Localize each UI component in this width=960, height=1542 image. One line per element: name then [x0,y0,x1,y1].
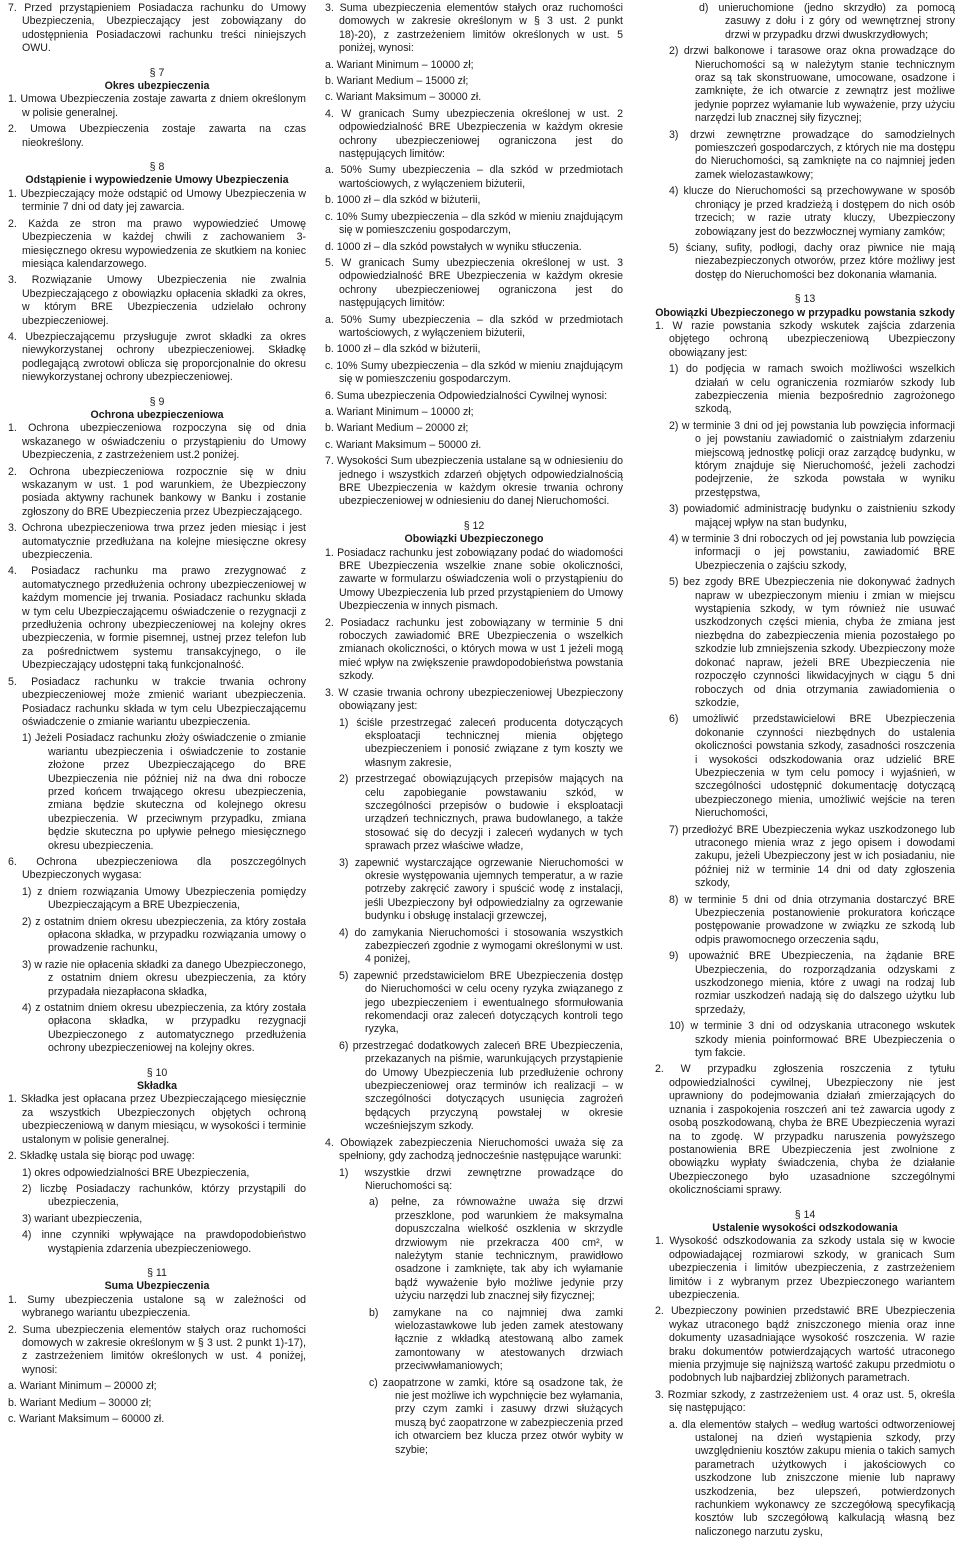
list-item: a. 50% Sumy ubezpieczenia – dla szkód w przedmiotach wartościowych, z wyłączeniem biżuterii, [325,313,623,339]
column-2 [325,2,623,1460]
list-item: a) pełne, za równoważne uważa się drzwi przeszklone, pod warunkiem że maksymalna dopuszczalna wielkość oszklenia w skrzydle drzwiowym nie przekracza 400 cm², w należytym stanie technicznym, prawidłowo osadzone i zamknięte, tak aby ich wyłamanie bądź wyważenie było możliwe jedynie przy użyciu narzędzi lub znacznej siły fizycznej; [369,1196,623,1303]
list-item: 6) przestrzegać dodatkowych zaleceń BRE Ubezpieczenia, przekazanych na piśmie, warunkujących przystąpienie do Umowy Ubezpieczenia lub przedłużenie ochrony ubezpieczeniowej oraz terminów ich realizacji – w szczególności dotyczących usunięcia zagrożeń będących przyczyną powstałej w okresie wcześniejszym szkody. [339,1039,623,1133]
paragraph: 1. Ochrona ubezpieczeniowa rozpoczyna się od dnia wskazanego w oświadczeniu o przystąpieniu do Umowy Ubezpieczenia, z zastrzeżeniem ust.2 poniżej. [8,422,306,462]
paragraph: 3. Rozwiązanie Umowy Ubezpieczenia nie zwalnia Ubezpieczającego z obowiązku opłacenia składki za okres, w którym BRE Ubezpieczenia udzielało ochrony ubezpieczeniowej. [8,274,306,327]
list-item: c. 10% Sumy ubezpieczenia – dla szkód w mieniu znajdującym się w pomieszczeniu gospodarczym. [325,359,623,386]
list-item: 1) Jeżeli Posiadacz rachunku złoży oświadczenie o zmianie wariantu ubezpieczenia i oświadczenie to zostanie złożone przez Ubezpieczającego do BRE Ubezpieczenia nie później niż na dwa dni robocze przed końcem trwającego okresu ubezpieczenia, zmiana będzie skuteczna od kolejnego okresu ubezpieczenia. W przeciwnym przypadku, zmiana będzie skuteczna po upływie pełnego miesięcznego okresu ubezpieczenia. [22,732,306,852]
list-item: a. Wariant Minimum – 10000 zł; [325,58,474,71]
section-heading-7: § 7 Okres ubezpieczenia [104,66,210,93]
paragraph: 5. Posiadacz rachunku w trakcie trwania ochrony ubezpieczeniowej może zmienić wariant ubezpieczenia. Posiadacz rachunku składa w tym celu Ubezpieczającemu oświadczenie o zmianie wariantu ubezpieczenia. [8,675,306,728]
list-item: 10) w terminie 3 dni od odzyskania utraconego wskutek szkody mienia poinformować BRE Ubezpieczenia o tym fakcie. [669,1020,955,1060]
section-heading-12: § 12 Obowiązki Ubezpieczonego [404,519,544,546]
list-item: c. 10% Sumy ubezpieczenia – dla szkód w mieniu znajdującym się w pomieszczeniu gospodarczym, [325,210,623,237]
list-item: 4) inne czynniki wpływające na prawdopodobieństwo wystąpienia zdarzenia ubezpieczeniowego. [22,1229,306,1255]
section-heading-10: § 10 Składka [136,1066,178,1093]
list-item: 9) upoważnić BRE Ubezpieczenia, na żądanie BRE Ubezpieczenia, do rozporządzania odzyskami z uszkodzonego mienia, które z uwagi na rodzaj lub rozmiar uszkodzeń nadają się do dalszego użytku lub sprzedaży, [669,950,955,1016]
paragraph: 6. Suma ubezpieczenia Odpowiedzialności Cywilnej wynosi: [325,389,608,402]
list-item: c. Wariant Maksimum – 30000 zł. [325,91,482,104]
section-heading-8: § 8 Odstąpienie i wypowiedzenie Umowy Ubezpieczenia [25,161,289,187]
list-item: 5) ściany, sufity, podłogi, dachy oraz piwnice nie mają niezabezpieczonych otworów, przez które możliwy jest dostęp do Nieruchomości bez dokonania włamania. [669,241,955,281]
list-item: 4) do zamykania Nieruchomości i stosowania wszystkich zabezpieczeń zgodnie z wymogami określonymi w ust. 4 poniżej, [339,926,623,966]
list-item: b. Wariant Medium – 15000 zł; [325,75,469,88]
list-item: b. Wariant Medium – 30000 zł; [8,1396,152,1409]
paragraph: 2. Suma ubezpieczenia elementów stałych oraz ruchomości domowych w zakresie określonym w § 3 ust. 2 punkt 1)-17), z zastrzeżeniem limitów określonych w ust. 4 poniżej, wynosi: [8,1323,306,1376]
list-item: 4) z ostatnim dniem okresu ubezpieczenia, za który została opłacona składka, w przypadku rezygnacji Ubezpieczonego z automatycznego przedłużenia ochrony ubezpieczeniowej na kolejny okres. [22,1002,306,1055]
paragraph: 2. Posiadacz rachunku jest zobowiązany w terminie 5 dni roboczych zawiadomić BRE Ubezpieczenia o wszelkich zmianach okoliczności, o których mowa w ust 1 jeżeli mogą mieć wpływ na zwiększenie prawdopodobieństwa powstania szkody. [325,616,623,683]
paragraph: 7. Przed przystąpieniem Posiadacza rachunku do Umowy Ubezpieczenia, Ubezpieczający jest zobowiązany do udostępnienia Posiadaczowi rachunku treści niniejszych OWU. [8,2,306,55]
section-heading-9: § 9 Ochrona ubezpieczeniowa [90,395,224,421]
list-item: 1) okres odpowiedzialności BRE Ubezpieczenia, [22,1166,250,1179]
paragraph: 1. Sumy ubezpieczenia ustalone są w zależności od wybranego wariantu ubezpieczenia. [8,1293,306,1320]
list-item: 1) wszystkie drzwi zewnętrzne prowadzące do Nieruchomości są: [339,1166,623,1192]
list-item: 3) powiadomić administrację budynku o zaistnieniu szkody mającej wpływ na stan budynku, [669,503,955,529]
paragraph: 1. Wysokość odszkodowania za szkody ustala się w kwocie odpowiadającej rozmiarowi szkody, w granicach Sum ubezpieczenia i limitów ubezpieczenia, z zastrzeżeniem limitów i z wybranym przez Ubezpieczonego wariantem ubezpieczenia. [655,1235,955,1301]
paragraph: 1. Posiadacz rachunku jest zobowiązany podać do wiadomości BRE Ubezpieczenia wszelkie znane sobie okoliczności, zawarte w formularzu oświadczenia woli o przystąpieniu do Umowy Ubezpieczenia lub przed przystąpieniem do Umowy Ubezpieczenia w innych pismach. [325,546,623,613]
paragraph: 2. Ubezpieczony powinien przedstawić BRE Ubezpieczenia wykaz utraconego bądź zniszczonego mienia oraz inne dokumenty uzasadniające wysokość roszczenia. W razie braku dokumentów potwierdzających wartość utraconego mienia przyjmuje się najniższą wartość zakupu przedmiotu o podobnych lub najbardziej zbliżonych parametrach. [655,1305,955,1385]
section-heading-13: § 13 Obowiązki Ubezpieczonego w przypadku powstania szkody [655,293,955,319]
paragraph: 1. Ubezpieczający może odstąpić od Umowy Ubezpieczenia w terminie 7 dni od daty jej zawarcia. [8,187,306,214]
paragraph: 4. Posiadacz rachunku ma prawo zrezygnować z automatycznego przedłużenia ochrony ubezpieczeniowej w każdym momencie jej trwania. Posiadacz rachunku składa w tym celu Ubezpieczającemu oświadczenie o rezygnacji z przedłużenia ochrony ubezpieczeniowej na kolejny okres ubezpieczenia, w formie pisemnej, ustnej przez telefon lub za pośrednictwem systemu transakcyjnego, o ile Ubezpieczający udostępni taką funkcjonalność. [8,565,306,672]
paragraph: 5. W granicach Sumy ubezpieczenia określonej w ust. 3 odpowiedzialność BRE Ubezpieczenia w każdym okresie ochrony ubezpieczeniowej ograniczona jest do następujących limitów: [325,256,623,310]
paragraph: 6. Ochrona ubezpieczeniowa dla poszczególnych Ubezpieczonych wygasa: [8,855,306,882]
list-item: 8) w terminie 5 dni od dnia otrzymania dostarczyć BRE Ubezpieczenia postanowienie prokuratora kończące postępowanie prowadzone w związku ze szkodą lub odpis prawomocnego orzeczenia sądu, [669,893,955,946]
paragraph: 4. W granicach Sumy ubezpieczenia określonej w ust. 2 odpowiedzialność BRE Ubezpieczenia w każdym okresie ochrony ubezpieczeniowej ograniczona jest do następujących limitów: [325,107,623,161]
list-item: 2) w terminie 3 dni od jej powstania lub powzięcia informacji o jej powstaniu zawiadomić o zaistniałym zdarzeniu miejscową jednostkę policji oraz zarządcę budynku, w którym znajduje się Nieruchomość, jeżeli zachodzi podejrzenie, że szkoda powstała w wyniku przestępstwa, [669,419,955,499]
list-item: b. Wariant Medium – 20000 zł; [325,422,469,435]
paragraph: 2. Umowa Ubezpieczenia zostaje zawarta na czas nieokreślony. [8,123,306,149]
list-item: c. Wariant Maksimum – 60000 zł. [8,1413,165,1425]
list-item: b. 1000 zł – dla szkód w biżuterii, [325,343,481,356]
list-item: 6) umożliwić przedstawicielowi BRE Ubezpieczenia dokonanie czynności niezbędnych do ustalenia okoliczności powstania szkody, zasadności roszczenia i wysokości odszkodowania oraz udzielić BRE Ubezpieczenia w tym celu pomocy i wyjaśnień, w szczególności udostępnić dokumentację dotyczącą ubezpieczonego mienia, umożliwić wejście na teren Nieruchomości, [669,713,955,820]
section-heading-11: § 11 Suma Ubezpieczenia [104,1266,210,1293]
list-item: 2) z ostatnim dniem okresu ubezpieczenia, za który została opłacona składka, w przypadku rozwiązania umowy o prowadzenie rachunku, [22,915,306,955]
list-item: d. 1000 zł – dla szkód powstałych w wyniku stłuczenia. [325,240,582,253]
list-item: 4) w terminie 3 dni roboczych od jej powstania lub powzięcia informacji o jej powstaniu, zawiadomić BRE Ubezpieczenia o zajściu szkody, [669,533,955,572]
list-item: 3) w razie nie opłacenia składki za danego Ubezpieczonego, z ostatnim dniem okresu ubezpieczenia, za który przypadała niezapłacona składka, [22,958,306,998]
column-1 [8,2,306,1429]
list-item: 1) z dniem rozwiązania Umowy Ubezpieczenia pomiędzy Ubezpieczającym a BRE Ubezpieczenia, [22,885,306,912]
list-item: a. dla elementów stałych – według wartości odtworzeniowej ustalonej na dzień wystąpienia szkody, przy uwzględnieniu kosztów zakupu mienia o takich samych parametrach użytkowych i jakościowych co uszkodzone lub zniszczone mienie lub naprawy uszkodzenia, bez ulepszeń, potwierdzonych rachunkiem wykonawcy ze szczegółową specyfikacją kosztów lub szczegółową kalkulacją własną bez naliczonego narzutu zysku, [669,1418,955,1538]
list-item: 2) liczbę Posiadaczy rachunków, którzy przystąpili do ubezpieczenia, [22,1182,306,1209]
list-item: c. Wariant Maksimum – 50000 zł. [325,438,482,451]
paragraph: 4. Obowiązek zabezpieczenia Nieruchomości uważa się za spełniony, gdy zachodzą jednocześnie następujące warunki: [325,1136,623,1163]
column-3 [655,2,955,1542]
list-item: 1) ściśle przestrzegać zaleceń producenta dotyczących eksploatacji technicznej mienia objętego ubezpieczeniem i ponosić związane z tym koszty we własnym zakresie, [339,716,623,769]
list-item: a. Wariant Minimum – 10000 zł; [325,405,474,418]
list-item: 3) zapewnić wystarczające ogrzewanie Nieruchomości w okresie występowania ujemnych temperatur, a w razie potrzeby zakręcić zawory i spuścić wodę z instalacji, jeśli Ubezpieczony był odpowiedzialny za ogrzewanie budynku i obsługę instalacji grzewczej, [339,856,623,923]
paragraph: 3. W czasie trwania ochrony ubezpieczeniowej Ubezpieczony obowiązany jest: [325,686,623,713]
paragraph: 3. Rozmiar szkody, z zastrzeżeniem ust. 4 oraz ust. 5, określa się następująco: [655,1388,955,1415]
list-item: c) zaopatrzone w zamki, które są osadzone tak, że nie jest możliwe ich wypchnięcie bez wyłamania, przy czym zamki i zasuwy drzwi służących muszą być zaopatrzone w zabezpieczenia przed ich otwarciem bez klucza przez otwór wybity w szybie; [369,1376,623,1456]
list-item: b. 1000 zł – dla szkód w biżuterii, [325,194,481,207]
paragraph: 2. Składkę ustala się biorąc pod uwagę: [8,1150,195,1163]
paragraph: 3. Ochrona ubezpieczeniowa trwa przez jeden miesiąc i jest automatycznie przedłużana na kolejne miesięczne okresy ubezpieczenia. [8,522,306,562]
list-item: 2) przestrzegać obowiązujących przepisów mających na celu zapobieganie powstawaniu szkód, w szczególności przepisów o budowie i eksploatacji urządzeń technicznych, prawa budowlanego, a także stosować się do decyzji i zaleceń wydanych w tych sprawach przez właściwe władze, [339,773,623,853]
paragraph: 1. Umowa Ubezpieczenia zostaje zawarta z dniem określonym w polisie generalnej. [8,93,306,119]
list-item: 5) bez zgody BRE Ubezpieczenia nie dokonywać żadnych napraw w ubezpieczonym mieniu i zmian w miejscu wystąpienia szkody, w tym również nie usuwać uszkodzonych części mienia, chyba że zmiana jest niezbędna do zabezpieczenia mienia pozostałego po szkodzie lub zmniejszenia szkody. Ubezpieczony może dokonać napraw, jeżeli BRE Ubezpieczenia nie rozpoczęło czynności likwidacyjnych w ciągu 5 dni roboczych od dnia otrzymania zawiadomienia o szkodzie, [669,576,955,709]
list-item: 3) drzwi zewnętrzne prowadzące do samodzielnych pomieszczeń gospodarczych, z których nie ma dostępu do Nieruchomości, są zamknięte na co najmniej jeden zamek wielozastawkowy; [669,128,955,181]
paragraph: 2. Każda ze stron ma prawo wypowiedzieć Umowę Ubezpieczenia w każdej chwili z zachowaniem 3-miesięcznego okresu wypowiedzenia ze skutkiem na koniec miesiąca kalendarzowego. [8,217,306,270]
paragraph: 7. Wysokości Sum ubezpieczenia ustalane są w odniesieniu do jednego i wszystkich zdarzeń objętych odpowiedzialnością BRE Ubezpieczenia w każdym okresie trwania ochrony ubezpieczeniowej w odniesieniu do danej Nieruchomości. [325,455,623,508]
list-item: a. Wariant Minimum – 20000 zł; [8,1380,157,1393]
paragraph: 1. Składka jest opłacana przez Ubezpieczającego miesięcznie za wszystkich Ubezpieczonych objętych ochroną ubezpieczeniową w danym miesiącu, w wysokości i terminie ustalonym w polisie generalnej. [8,1093,306,1146]
paragraph: 1. W razie powstania szkody wskutek zajścia zdarzenia objętego ochroną ubezpieczeniową Ubezpieczony obowiązany jest: [655,319,955,359]
list-item: 1) do podjęcia w ramach swoich możliwości wszelkich działań w celu ograniczenia rozmiarów szkody lub zabezpieczenia mienia bezpośrednio zagrożonego szkodą, [669,363,955,416]
list-item: 4) klucze do Nieruchomości są przechowywane w sposób chroniący je przed kradzieżą i dostępem do nich osób trzecich; w razie utraty kluczy, Ubezpieczony zobowiązany jest do bezzwłocznej wymiany zamków; [669,185,955,238]
section-heading-14: § 14 Ustalenie wysokości odszkodowania [712,1208,898,1234]
list-item: 3) wariant ubezpieczenia, [22,1212,143,1225]
paragraph: 4. Ubezpieczającemu przysługuje zwrot składki za okres niewykorzystanej ochrony ubezpieczeniowej. Składkę podlegającą zwrotowi oblicza się proporcjonalnie do okresu niewykorzystanej ochrony ubezpieczeniowej. [8,330,306,384]
paragraph: 3. Suma ubezpieczenia elementów stałych oraz ruchomości domowych w zakresie określonym w § 3 ust. 2 punkt 18)-20), z zastrzeżeniem limitów określonych w ust. 5 poniżej, wynosi: [325,2,623,55]
list-item: 5) zapewnić przedstawicielom BRE Ubezpieczenia dostęp do Nieruchomości w celu oceny ryzyka związanego z jego ubezpieczeniem i ewentualnego sformułowania rekomendacji oraz zaleceń dotyczących kontroli tego ryzyka, [339,969,623,1036]
list-item: a. 50% Sumy ubezpieczenia – dla szkód w przedmiotach wartościowych, z wyłączeniem biżuterii, [325,164,623,190]
paragraph: 2. W przypadku zgłoszenia roszczenia z tytułu odpowiedzialności cywilnej, Ubezpieczony nie jest uprawniony do podejmowania działań zmierzających do uznania i zaspokojenia roszczeń ani też zawarcia ugody z osobą poszkodowaną, chyba że BRE Ubezpieczenia wyrazi na to zgodę. W przypadku naruszenia powyższego postanowienia BRE Ubezpieczenia jest zwolnione z obowiązku wypłaty świadczenia, chyba że działanie Ubezpieczonego było uzasadnione szczególnymi okolicznościami sprawy. [655,1063,955,1197]
paragraph: 2. Ochrona ubezpieczeniowa rozpocznie się w dniu wskazanym w ust. 1 pod warunkiem, że Ubezpieczony posiada aktywny rachunek bankowy w Banku i zostanie zgłoszony do BRE Ubezpieczenia przez Ubezpieczającego. [8,465,306,518]
list-item: 2) drzwi balkonowe i tarasowe oraz okna prowadzące do Nieruchomości są w należytym stanie technicznym oraz są tak skonstruowane, umocowane, osadzone i zamknięte, że ich otwarcie z zewnątrz jest możliwe jedynie poprzez wyłamanie lub wyważenie, przy użyciu narzędzi lub znacznej siły fizycznej; [669,45,955,125]
list-item: b) zamykane na co najmniej dwa zamki wielozastawkowe lub jeden zamek atestowany łącznie z wkładką atestowaną albo zamek zamontowany w atestowanych drzwiach przeciwwłamaniowych; [369,1306,623,1373]
list-item: 7) przedłożyć BRE Ubezpieczenia wykaz uszkodzonego lub utraconego mienia wraz z jego opisem i dowodami zakupu, jeżeli Ubezpieczony jest w ich posiadaniu, nie później niż w terminie 14 dni od daty zgłoszenia szkody, [669,823,955,890]
list-item: d) unieruchomione (jedno skrzydło) za pomocą zasuwy z dołu i z góry od wewnętrznej strony drzwi w przypadku drzwi dwuskrzydłowych; [699,2,955,41]
